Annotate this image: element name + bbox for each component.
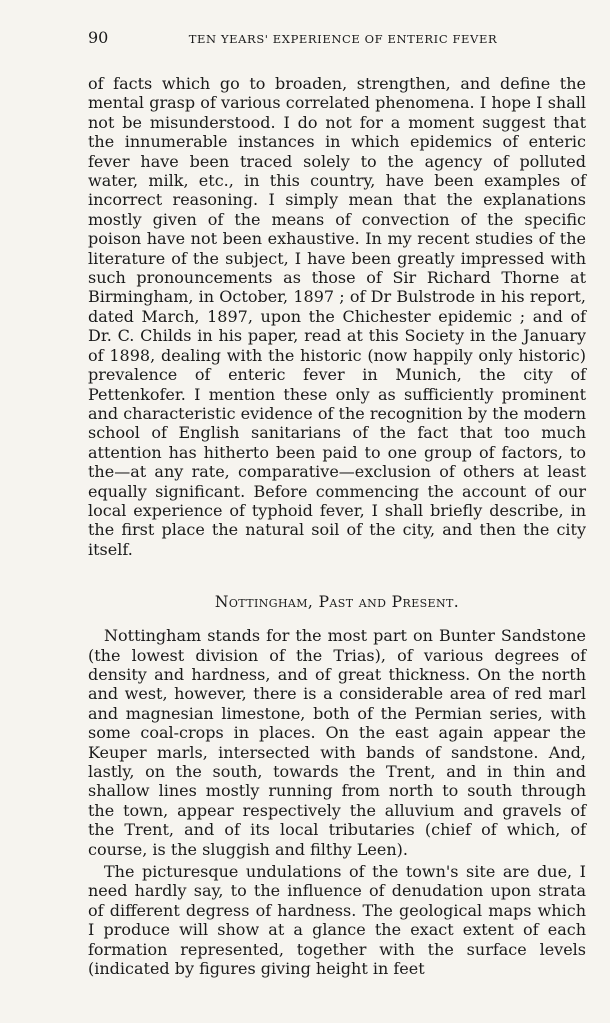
book-page — [88, 28, 586, 978]
body-paragraph: of facts which go to broaden, strengthen, and define the mental grasp of various correlated phenomena. I hope I shall not be misunderstood. I do not for a moment suggest that the innumerable instances in which epidemics of enteric fever have been traced solely to the agency of polluted water, milk, etc., in this country, have been examples of incorrect reasoning. I simply mean that the explanations mostly given of the means of convection of the specific poison have not been exhaustive. In my recent studies of the literature of the subject, I have been greatly impressed with such pronouncements as those of Sir Richard Thorne at Birmingham, in October, 1897 ; of Dr Bulstrode in his report, dated March, 1897, upon the Chichester epidemic ; and of Dr. C. Childs in his paper, read at this Society in the January of 1898, dealing with the historic (now happily only historic) prevalence of enteric fever in Munich, the city of Pettenkofer. I mention these only as sufficiently prominent and characteristic evidence of the recognition by the modern school of English sanitarians of the fact that too much attention has hitherto been paid to one group of factors, to the—at any rate, comparative—exclusion of others at least equally significant. Before commencing the account of our local experience of typhoid fever, I shall briefly describe, in the first place the natural soil of the city, and then the city itself. — [88, 74, 586, 559]
body-paragraph: Nottingham stands for the most part on Bunter Sandstone (the lowest division of the Trias), of various degrees of density and hardness, and of great thickness. On the north and west, however, there is a considerable area of red marl and magnesian limestone, both of the Permian series, with some coal-crops in places. On the east again appear the Keuper marls, intersected with bands of sandstone. And, lastly, on the south, towards the Trent, and in thin and shallow lines mostly running from north to south through the town, appear respectively the alluvium and gravels of the Trent, and of its local tributaries (chief of which, of course, is the sluggish and filthy Leen). — [88, 626, 586, 859]
body-paragraph: The picturesque undulations of the town's site are due, I need hardly say, to the influence of denudation upon strata of different degress of hardness. The geological maps which I produce will show at a glance the exact extent of each formation represented, together with the surface levels (indicated by figures giving height in feet — [88, 862, 586, 979]
section-heading: Nottingham, Past and Present. — [214, 593, 460, 612]
page-number: 90 — [88, 28, 109, 47]
running-head — [88, 28, 586, 48]
running-title: TEN YEARS' EXPERIENCE OF ENTERIC FEVER — [188, 32, 498, 46]
